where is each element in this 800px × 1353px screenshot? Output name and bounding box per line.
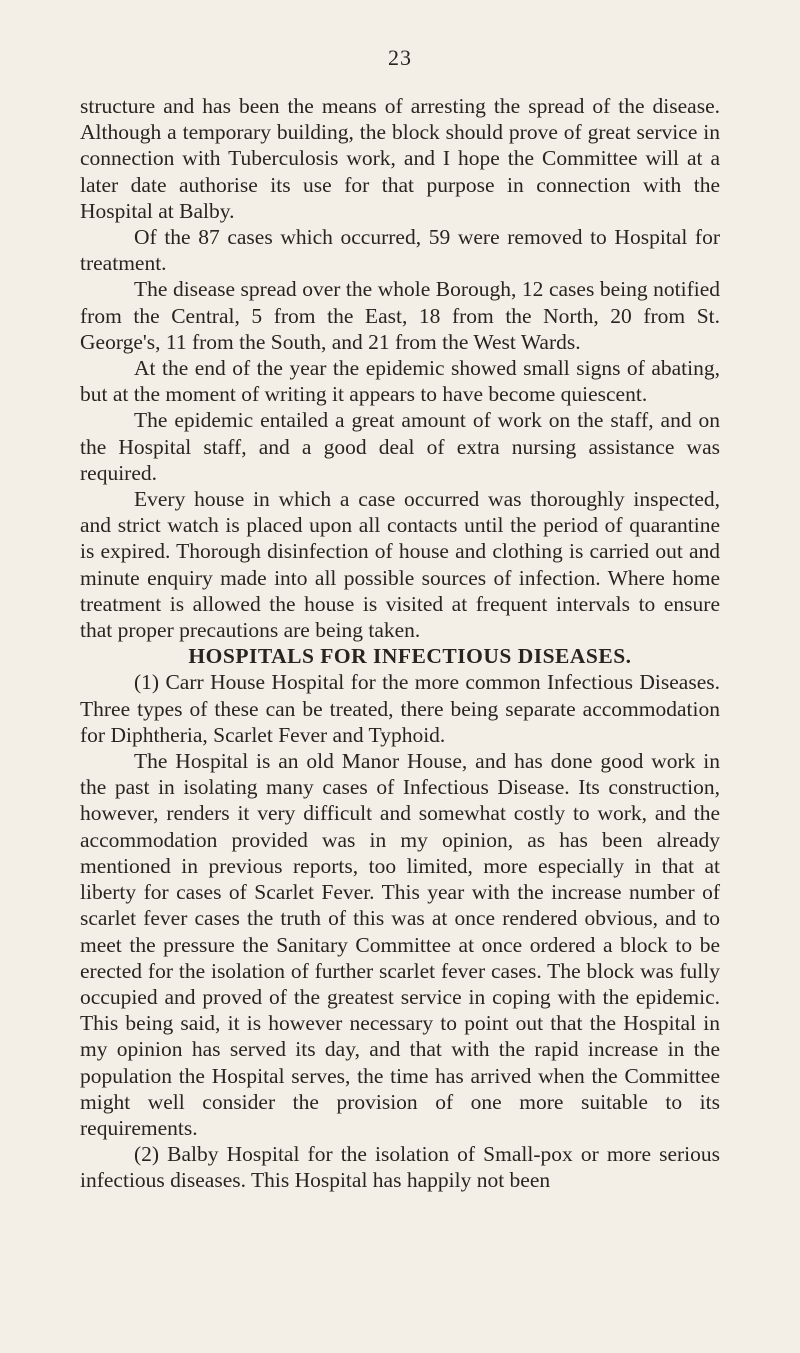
paragraph-carr-house: (1) Carr House Hospital for the more common Infectious Diseases. Three types of these can be treated, there being separate accommodation for Diphtheria, Scarlet Fever and Typhoid. bbox=[80, 670, 720, 747]
paragraph-continuation: structure and has been the means of arresting the spread of the disease. Although a temporary building, the block should prove of great service in connection with Tuberculosis work, and I hope the Committee will at a later date authorise its use for that purpose in connection with the Hospital at Balby. bbox=[80, 94, 720, 223]
paragraph-epidemic-abating: At the end of the year the epidemic showed small signs of abating, but at the moment of writing it appears to have become quiescent. bbox=[80, 356, 720, 407]
page-number: 23 bbox=[388, 45, 412, 70]
paragraph-house-inspection: Every house in which a case occurred was thoroughly inspected, and strict watch is placed upon all contacts until the period of quarantine is expired. Thorough disinfection of house and clothing is carried out and minute enquiry made into all possible sources of infection. Where home treatment is allowed the house is visited at frequent intervals to ensure that proper precautions are being taken. bbox=[80, 487, 720, 643]
paragraph-balby-hospital: (2) Balby Hospital for the isolation of Small-pox or more serious infectious diseases. This Hospital has happily not been bbox=[80, 1142, 720, 1193]
section-heading: HOSPITALS FOR INFECTIOUS DISEASES. bbox=[188, 644, 632, 669]
paragraph-disease-spread: The disease spread over the whole Borough, 12 cases being notified from the Central, 5 from the East, 18 from the North, 20 from St. George's, 11 from the South, and 21 from the West Wards. bbox=[80, 277, 720, 354]
paragraph-manor-house: The Hospital is an old Manor House, and has done good work in the past in isolating many cases of Infectious Disease. Its construction, however, renders it very difficult and somewhat costly to work, and the accommodation provided was in my opinion, as has been already mentioned in previous reports, too limited, more especially in that at liberty for cases of Scarlet Fever. This year with the increase number of scarlet fever cases the truth of this was at once rendered obvious, and to meet the pressure the Sanitary Committee at once ordered a block to be erected for the isolation of further scarlet fever cases. The block was fully occupied and proved of the greatest service in coping with the epidemic. This being said, it is however necessary to point out that the Hospital in my opinion has served its day, and that with the rapid increase in the population the Hospital serves, the time has arrived when the Committee might well consider the provision of one more suitable to its requirements. bbox=[80, 749, 720, 1140]
paragraph-staff-work: The epidemic entailed a great amount of work on the staff, and on the Hospital staff, and a good deal of extra nursing assistance was required. bbox=[80, 408, 720, 485]
paragraph-cases-removed: Of the 87 cases which occurred, 59 were removed to Hospital for treatment. bbox=[80, 225, 720, 276]
